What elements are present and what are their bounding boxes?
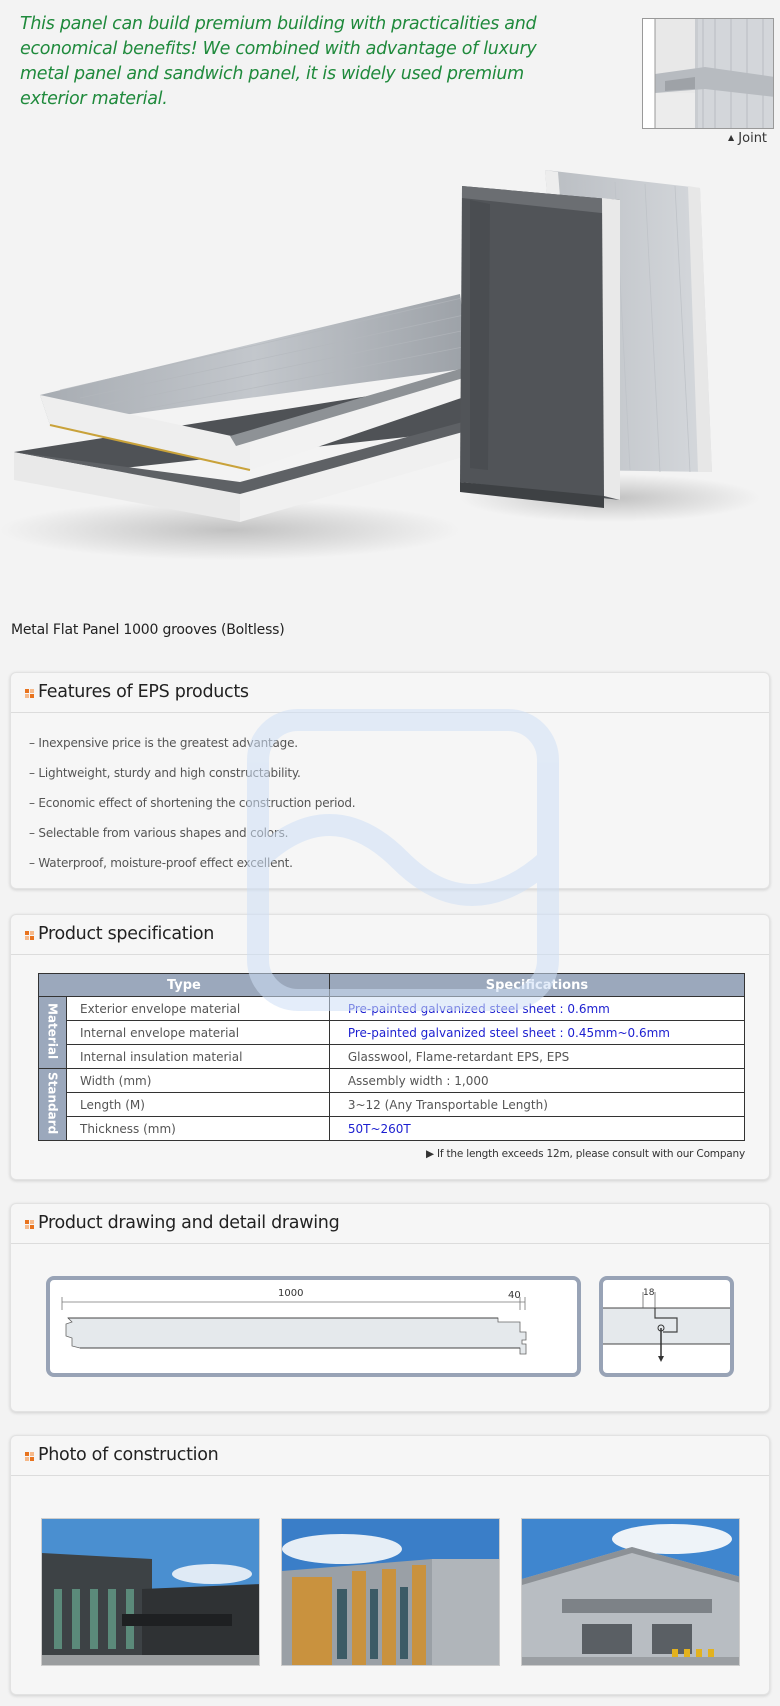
construction-photo bbox=[281, 1518, 500, 1666]
drawing-title: Product drawing and detail drawing bbox=[38, 1213, 340, 1233]
row-type: Width (mm) bbox=[67, 1069, 330, 1093]
table-row bbox=[39, 1117, 745, 1141]
row-value: Glasswool, Flame-retardant EPS, EPS bbox=[329, 1045, 744, 1069]
row-value: Pre-painted galvanized steel sheet : 0.45mm~0.6mm bbox=[329, 1021, 744, 1045]
photos-header bbox=[11, 1436, 769, 1476]
section-bullet-icon bbox=[25, 931, 34, 940]
column-header-specifications: Specifications bbox=[329, 974, 744, 997]
features-title: Features of EPS products bbox=[38, 682, 249, 702]
row-value: Pre-painted galvanized steel sheet : 0.6mm bbox=[329, 997, 744, 1021]
list-item: – Lightweight, sturdy and high constructability. bbox=[29, 766, 301, 780]
row-type: Internal envelope material bbox=[67, 1021, 330, 1045]
product-drawing bbox=[46, 1276, 581, 1377]
spec-header bbox=[11, 915, 769, 955]
detail-drawing bbox=[599, 1276, 734, 1377]
group-label-standard: Standard bbox=[39, 1069, 67, 1141]
hero-caption: Metal Flat Panel 1000 grooves (Boltless) bbox=[11, 622, 285, 638]
photos-title: Photo of construction bbox=[38, 1445, 219, 1465]
table-header-row bbox=[39, 974, 745, 997]
construction-photo bbox=[521, 1518, 740, 1666]
triangle-up-icon: ▲ bbox=[728, 133, 735, 142]
features-panel bbox=[10, 672, 770, 889]
joint-caption: ▲ Joint bbox=[728, 131, 768, 146]
section-bullet-icon bbox=[25, 1452, 34, 1461]
drawing-header bbox=[11, 1204, 769, 1244]
section-bullet-icon bbox=[25, 1220, 34, 1229]
construction-photo bbox=[41, 1518, 260, 1666]
row-type: Internal insulation material bbox=[67, 1045, 330, 1069]
row-type: Exterior envelope material bbox=[67, 997, 330, 1021]
photos-panel bbox=[10, 1435, 770, 1695]
section-bullet-icon bbox=[25, 689, 34, 698]
column-header-type: Type bbox=[39, 974, 330, 997]
dimension-label: 40 bbox=[508, 1290, 521, 1301]
row-value: 3~12 (Any Transportable Length) bbox=[329, 1093, 744, 1117]
row-type: Length (M) bbox=[67, 1093, 330, 1117]
dimension-label: 1000 bbox=[278, 1288, 304, 1299]
spec-panel bbox=[10, 914, 770, 1180]
spec-note: ▶ If the length exceeds 12m, please consult with our Company bbox=[425, 1148, 745, 1160]
drawing-panel bbox=[10, 1203, 770, 1412]
table-row bbox=[39, 1021, 745, 1045]
intro-text: This panel can build premium building with practicalities and economical benefits! We combined with advantage of luxury metal panel and sandwich panel, it is widely used premium exterior material. bbox=[20, 14, 537, 109]
joint-image bbox=[642, 18, 774, 129]
dimension-label: 18 bbox=[643, 1288, 655, 1298]
spec-table bbox=[38, 973, 745, 1141]
spec-title: Product specification bbox=[38, 924, 215, 944]
list-item: – Selectable from various shapes and colors. bbox=[29, 826, 289, 840]
list-item: – Economic effect of shortening the construction period. bbox=[29, 796, 356, 810]
features-header bbox=[11, 673, 769, 713]
row-value: Assembly width : 1,000 bbox=[329, 1069, 744, 1093]
group-label-material: Material bbox=[39, 997, 67, 1069]
row-type: Thickness (mm) bbox=[67, 1117, 330, 1141]
table-row bbox=[39, 1093, 745, 1117]
list-item: – Waterproof, moisture-proof effect excellent. bbox=[29, 856, 293, 870]
hero-image bbox=[0, 170, 780, 590]
list-item: – Inexpensive price is the greatest advantage. bbox=[29, 736, 298, 750]
row-value: 50T~260T bbox=[329, 1117, 744, 1141]
table-row bbox=[39, 997, 745, 1021]
table-row bbox=[39, 1045, 745, 1069]
table-row bbox=[39, 1069, 745, 1093]
